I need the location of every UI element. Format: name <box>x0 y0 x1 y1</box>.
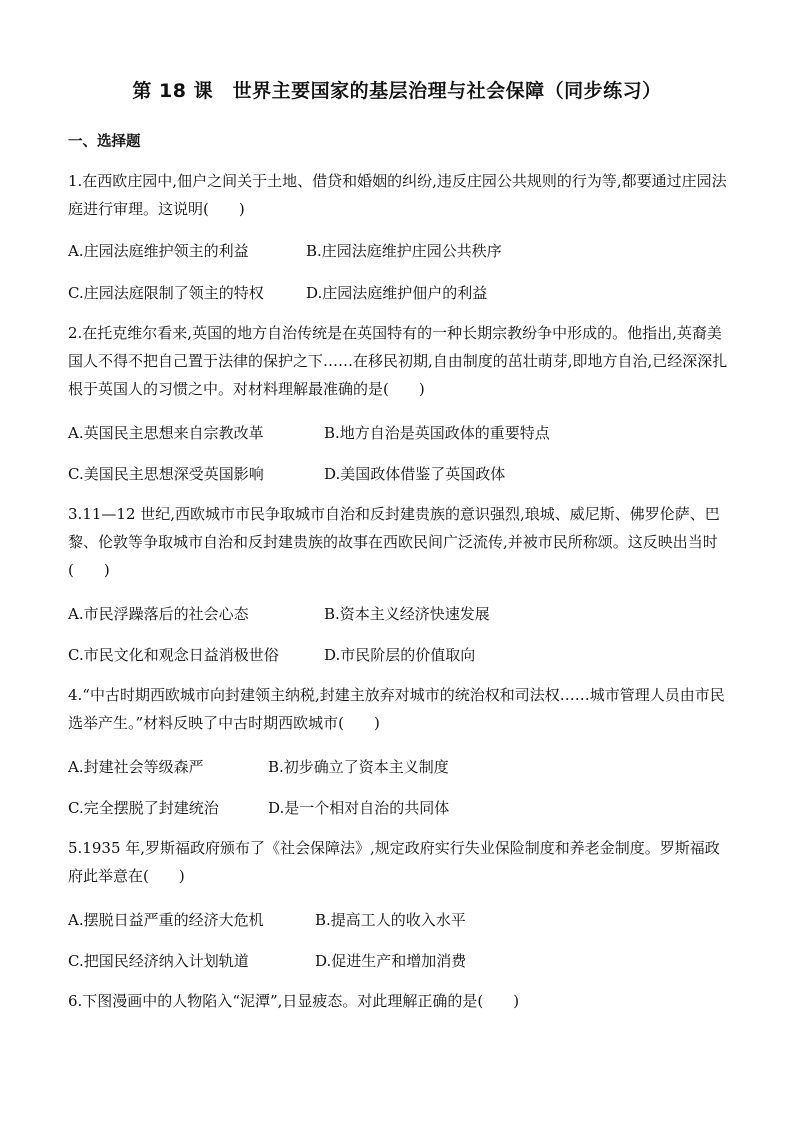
question-5-stem: 5.1935 年,罗斯福政府颁布了《社会保障法》,规定政府实行失业保险制度和养老金制度。罗斯福政府此举意在( ) <box>68 839 720 885</box>
question-2-stem: 2.在托克维尔看来,英国的地方自治传统是在英国特有的一种长期宗教纷争中形成的。他指出,英裔美国人不得不把自己置于法律的保护之下……在移民初期,自由制度的茁壮萌芽,即地方自治,已经深深扎根于英国人的习惯之中。对材料理解最准确的是( ) <box>68 324 728 398</box>
question-4-options-row-1 <box>68 756 449 777</box>
question-1-option-b[interactable]: B.庄园法庭维护庄园公共秩序 <box>306 242 502 260</box>
page-title: 第 18 课 世界主要国家的基层治理与社会保障（同步练习） <box>132 80 662 102</box>
question-3-options-row-2 <box>68 644 475 665</box>
question-4-option-b[interactable]: B.初步确立了资本主义制度 <box>268 758 449 776</box>
question-1-option-d[interactable]: D.庄园法庭维护佃户的利益 <box>306 284 488 302</box>
question-1-option-c[interactable]: C.庄园法庭限制了领主的特权 <box>68 284 264 302</box>
question-4-option-a[interactable]: A.封建社会等级森严 <box>68 758 204 776</box>
question-3-stem: 3.11—12 世纪,西欧城市市民争取城市自治和反封建贵族的意识强烈,琅城、威尼斯、佛罗伦萨、巴黎、伦敦等争取城市自治和反封建贵族的故事在西欧民间广泛流传,并被市民所称颂。这反映出当时( ) <box>68 505 720 579</box>
question-4-option-c[interactable]: C.完全摆脱了封建统治 <box>68 799 219 817</box>
question-5-options-row-2 <box>68 950 466 971</box>
question-2-option-d[interactable]: D.美国政体借鉴了英国政体 <box>324 465 506 483</box>
question-2-options-row-1 <box>68 422 550 443</box>
question-2-options-row-2 <box>68 463 505 484</box>
question-1-options-row-1 <box>68 240 502 261</box>
section-heading: 一、选择题 <box>68 134 141 150</box>
question-2-option-b[interactable]: B.地方自治是英国政体的重要特点 <box>324 424 550 442</box>
question-4-option-d[interactable]: D.是一个相对自治的共同体 <box>268 799 450 817</box>
question-1-stem: 1.在西欧庄园中,佃户之间关于土地、借贷和婚姻的纠纷,违反庄园公共规则的行为等,都要通过庄园法庭进行审理。这说明( ) <box>68 172 727 218</box>
question-5-options-row-1 <box>68 909 466 930</box>
question-6-stem: 6.下图漫画中的人物陷入“泥潭”,日显疲态。对此理解正确的是( ) <box>68 992 520 1010</box>
question-1-option-a[interactable]: A.庄园法庭维护领主的利益 <box>68 242 249 260</box>
question-3-option-a[interactable]: A.市民浮躁落后的社会心态 <box>68 605 249 623</box>
question-5-option-b[interactable]: B.提高工人的收入水平 <box>315 911 466 929</box>
question-5-option-a[interactable]: A.摆脱日益严重的经济大危机 <box>68 911 264 929</box>
question-2-option-a[interactable]: A.英国民主思想来自宗教改革 <box>68 424 264 442</box>
question-5-option-c[interactable]: C.把国民经济纳入计划轨道 <box>68 952 249 970</box>
question-1-options-row-2 <box>68 282 487 303</box>
question-4-options-row-2 <box>68 797 449 818</box>
question-4-stem: 4.“中古时期西欧城市向封建领主纳税,封建主放弃对城市的统治权和司法权……城市管理人员由市民选举产生。”材料反映了中古时期西欧城市( ) <box>68 686 725 732</box>
question-3-options-row-1 <box>68 603 490 624</box>
question-3-option-d[interactable]: D.市民阶层的价值取向 <box>324 646 476 664</box>
question-5-option-d[interactable]: D.促进生产和增加消费 <box>315 952 467 970</box>
question-3-option-c[interactable]: C.市民文化和观念日益消极世俗 <box>68 646 279 664</box>
question-2-option-c[interactable]: C.美国民主思想深受英国影响 <box>68 465 264 483</box>
question-3-option-b[interactable]: B.资本主义经济快速发展 <box>324 605 490 623</box>
